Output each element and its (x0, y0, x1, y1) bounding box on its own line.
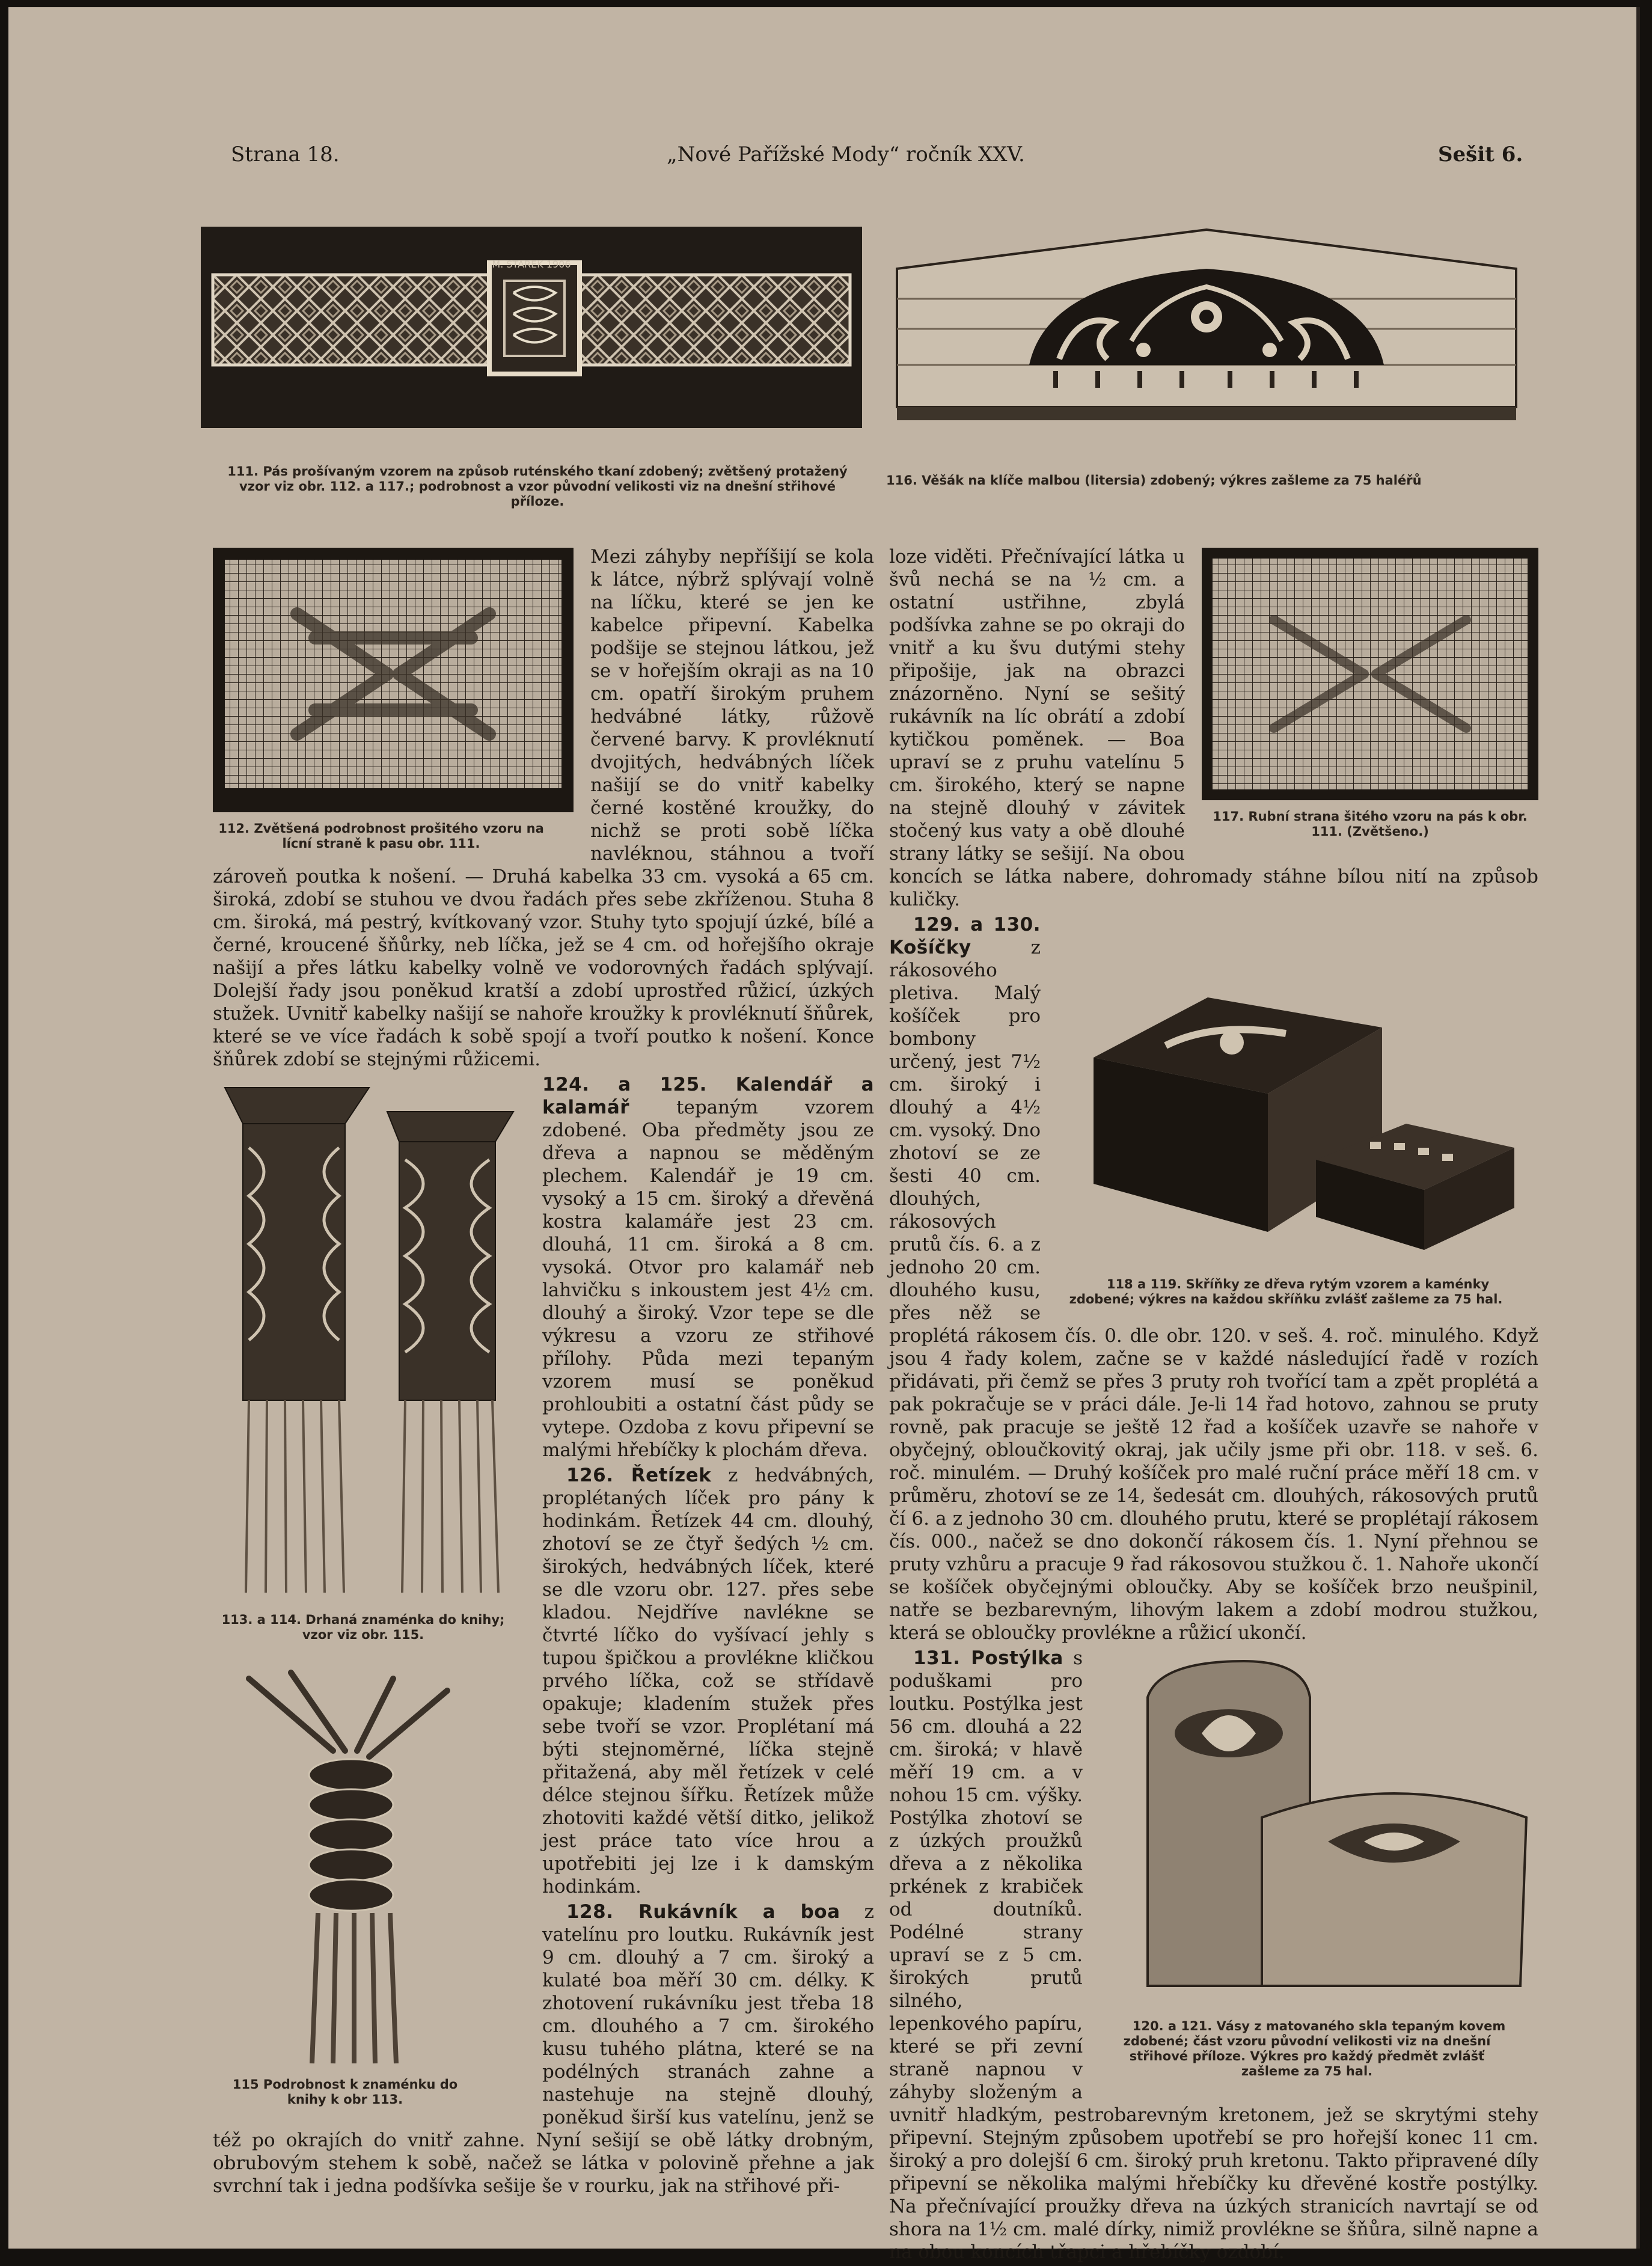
left-paragraph-4: z vatelínu pro loutku. Rukávník jest 9 cm. dlouhý a 7 cm. široký a kulaté boa měří 30 cm. délky. K zhotovení rukávníku jest třeba 18 cm. dlouhého a 7 cm. širokého kusu tuhého plátna, které se na podélných stranách zahne a nastehuje na stejně dlouhý, poněkud širší kus vatelínu, jenž se též po okrajích do vnitř zahne. Nyní sešijí se obě látky drobným, obrubovým stehem k sobě, načež se látka v polovině přehne a jak svrchní tak i jedna podšívka sešije še v rourku, jak na střihové při- (213, 1901, 874, 2197)
right-paragraph-3: s poduškami pro loutku. Postýlka jest 56 cm. dlouhá a 22 cm. široká; v hlavě měří 19 cm. a v nohou 15 cm. výšky. Postýlka zhotoví se z úzkých proužků dřeva a z několika prkének z krabiček od doutníků. Podélné strany upraví se z 5 cm. širokých prutů silného, lepenkového papíru, které se při zevní straně napnou v záhyby složeným a uvnitř hladkým, pestrobarevným kretonem, jež se skrytými stehy připevní. Stejným způsobem upotřebí se pro hořejší konec 11 cm. široký a pro dolejší 6 cm. široký pruh kretonu. Takto připravené díly připevní se několika malými hřebíčky ku dřevěné kostře postýlky. Na přečnívající proužky dřeva na úzkých stranicích navrtají se od shora na 1½ cm. malé dírky, nimiž provlékne se šňůra, silně napne a na obou koncích třapci a hřebíčky ozdobí. (889, 1647, 1538, 2263)
magazine-page (8, 7, 1640, 2263)
right-text-column (889, 545, 1538, 2266)
right-paragraph-2: z rákosového pletiva. Malý košíček pro bombony určený, jest 7½ cm. široký i dlouhý a 4½ cm. vysoký. Dno zhotoví se ze šesti 40 cm. dlouhých, rákosových prutů čís. 6. a z jednoho 20 cm. dlouhého kusu, přes něž se proplétá rákosem čís. 0. dle obr. 120. v seš. 4. roč. minulého. Když jsou 4 řady kolem, začne se v každé následující řadě v rozích přidávati, při čemž se přes 3 pruty roh tvořící tam a zpět proplétá a pak pokračuje se v práci dále. Je-li 14 řad hotovo, zahnou se pruty rovně, pak pracuje se ještě 12 řad a košíček uzavře se nahoře v obyčejný, obloučkovitý okraj, jak učily jsme při obr. 118. v seš. 6. roč. minulém. — Druhý košíček pro malé ruční práce měří 18 cm. v průměru, zhotoví se ze 14, šedesát cm. dlouhých, rákosových prutů čí 6. a z jednoho 30 cm. dlouhého prutu, které se proplétají rákosem čís. 000., načež se dno dokončí rákosem čís. 1. Nyní přehnou se pruty vzhůru a pracuje 9 řad rákosovou stužkou č. 1. Nahoře ukončí se košíček obyčejnými obloučky. Aby se košíček brzo neušpinil, natře se bezbarevným, lihovým lakem a zdobí modrou stužkou, která se obloučky provlékne a růžicí ukončí. (889, 937, 1538, 1644)
right-paragraph-1-wrap (889, 545, 1538, 911)
issue-number: Sešit 6. (1438, 142, 1523, 167)
left-paragraph-3: z hedvábných, proplétaných líček pro pány k hodinkám. Řetízek 44 cm. dlouhý, zhotoví se ze čtyř šedých ½ cm. širokých, hedvábných líček, které se dle vzoru obr. 127. přes sebe kladou. Nejdříve navlékne se čtvrté líčko do vyšívací jehly s tupou špičkou a provlékne kličkou prvého líčka, což se střídavě opakuje; kladením stužek přes sebe tvoří se vzor. Proplétaní má býti stejnoměrné, líčka stejně přitažená, aby měl řetízek v celé délce stejnou šířku. Řetízek může zhotoviti každé větší ditko, jelikož jest práce tato více hrou a upotřebiti jej lze i k damským hodinkám. (542, 1465, 874, 1897)
wooden-boxes-illustration (1081, 985, 1538, 1268)
right-paragraph-1: loze viděti. Přečnívající látka u švů nechá se na ½ cm. a ostatní ustřihne, zbylá podšívka zahne se po okraji do vnitř a ku švu dutými stehy připošije, jak na obrazci znázorněno. Nyní se sešitý rukávník na líc obrátí a zdobí kytičkou poměnek. — Boa upraví se z pruhu vatelínu 5 cm. širokého, který se napne na stejně dlouhý v závitek stočený kus vaty a obě dlouhé strany látky se sešijí. Na obou koncích se látka nabere, dohromady stáhne bílou nití na způsob kuličky. (889, 546, 1538, 910)
belt-stamp-text: M. STAREK 1906 (492, 259, 571, 270)
right-paragraph-2-heading: 129. a 130. Košíčky (889, 914, 1041, 958)
caption-fig118-119: 118 a 119. Skříňky ze dřeva rytým vzorem a kaménky zdobené; výkres na každou skříňku zvlášť zašleme za 75 hal. (1069, 1277, 1503, 1306)
right-paragraph-2-wrap (889, 913, 1538, 1644)
caption-fig115: 115 Podrobnost k znaménku do knihy k obr 113. (232, 2077, 458, 2107)
left-text-column (213, 545, 874, 2200)
caption-fig113-114: 113. a 114. Drhaná znaménka do knihy; vzor viz obr. 115. (221, 1612, 505, 1642)
right-paragraph-3-heading: 131. Postýlka (913, 1647, 1063, 1669)
fig118-119-block (1057, 985, 1538, 1307)
bookmark-illustration (213, 1076, 525, 1605)
left-paragraph-1-lead (213, 545, 874, 1071)
belt-illustration (201, 227, 862, 428)
right-paragraph-3-wrap (889, 1647, 1538, 2264)
fig112-block (213, 548, 574, 851)
fig113-114-block (213, 1076, 525, 2107)
left-paragraph-3-heading: 126. Řetízek (566, 1465, 712, 1486)
bookmark-detail-illustration (213, 1667, 477, 2069)
caption-fig116: 116. Věšák na klíče malbou (litersia) zdobený; výkres zašleme za 75 haléřů (886, 473, 1422, 488)
fig117-block (1202, 548, 1538, 839)
page-title: „Nové Pařížské Mody“ ročník XXV. (667, 142, 1025, 167)
glass-vases-illustration (1124, 1649, 1538, 2010)
caption-fig120-121: 120. a 121. Vásy z matovaného skla tepaným kovem zdobené; část vzoru původní velikosti viz na dnešní střihové příloze. Výkres pro každý předmět zvlášť zašleme za 75 hal. (1123, 2019, 1506, 2078)
left-paragraph-4-heading: 128. Rukávník a boa (566, 1901, 840, 1923)
fig120-121-block (1100, 1649, 1538, 2079)
left-paragraph-2: tepaným vzorem zdobené. Oba předměty jsou ze dřeva a napnou se měděným plechem. Kalendář je 19 cm. vysoký a 15 cm. široký a dřevěná kostra kalamáře jest 23 cm. dlouhá, 11 cm. široká a 8 cm. vysoká. Otvor pro kalamář neb lahvičku s inkoustem jest 4½ cm. dlouhý a široký. Vzor tepe se dle výkresu a vzoru ze střihové přílohy. Půda mezi tepaným vzorem musí se poněkud prohloubiti a ostatní část půdy se vytepe. Ozdoba z kovu připevní se malými hřebíčky k plochám dřeva. (542, 1097, 874, 1461)
caption-fig117: 117. Rubní strana šitého vzoru na pás k obr. 111. (Zvětšeno.) (1213, 809, 1528, 839)
fig117-grid-illustration (1202, 548, 1538, 800)
key-rack-illustration (879, 227, 1534, 431)
caption-fig112: 112. Zvětšená podrobnost prošitého vzoru na lícní straně k pasu obr. 111. (218, 821, 544, 851)
left-paragraph-1: Mezi záhyby nepříšijí se kola k látce, nýbrž splývají volně na líčku, které se jen ke kabelce připevní. Kabelka podšije se stejnou látkou, jež se v hořejším okraji as na 10 cm. opatří širokým pruhem hedvábné látky, růžově červené barvy. K provléknutí dvojitých, hedvábných líček našijí se do vnitř kabelky černé kostěné kroužky, do nichž se proti sobě líčka navléknou, stáhnou a tvoří zároveň poutka k nošení. — Druhá kabelka 33 cm. vysoká a 65 cm. široká, zdobí se stuhou ve dvou řadách přes sebe zkříženou. Stuha 8 cm. široká, má pestrý, kvítkovaný vzor. Stuhy tyto spojují úzké, bílé a černé, kroucené šňůrky, neb líčka, jež se 4 cm. od hořejšího okraje našijí a přes látku kabelky volně ve vodorovných řadách splývají. Dolejší řady jsou poněkud kratší a zdobí uprostřed růžicí, úzkých stužek. Uvnitř kabelky našijí se nahoře kroužky k provléknutí šňůrek, které se ve více řadách k sobě spojí a tvoří poutko k nošení. Konce šňůrek zdobí se stejnými růžicemi. (213, 546, 874, 1070)
page-number: Strana 18. (231, 142, 340, 167)
fig112-grid-illustration (213, 548, 574, 812)
caption-fig111: 111. Pás prošívaným vzorem na způsob ruténského tkaní zdobený; zvětšený protažený vzor viz obr. 112. a 117.; podrobnost a vzor původní velikosti viz na dnešní střihové příloze. (227, 464, 848, 509)
left-paragraph-2-heading: 124. a 125. Kalendář a kalamář (542, 1074, 874, 1118)
